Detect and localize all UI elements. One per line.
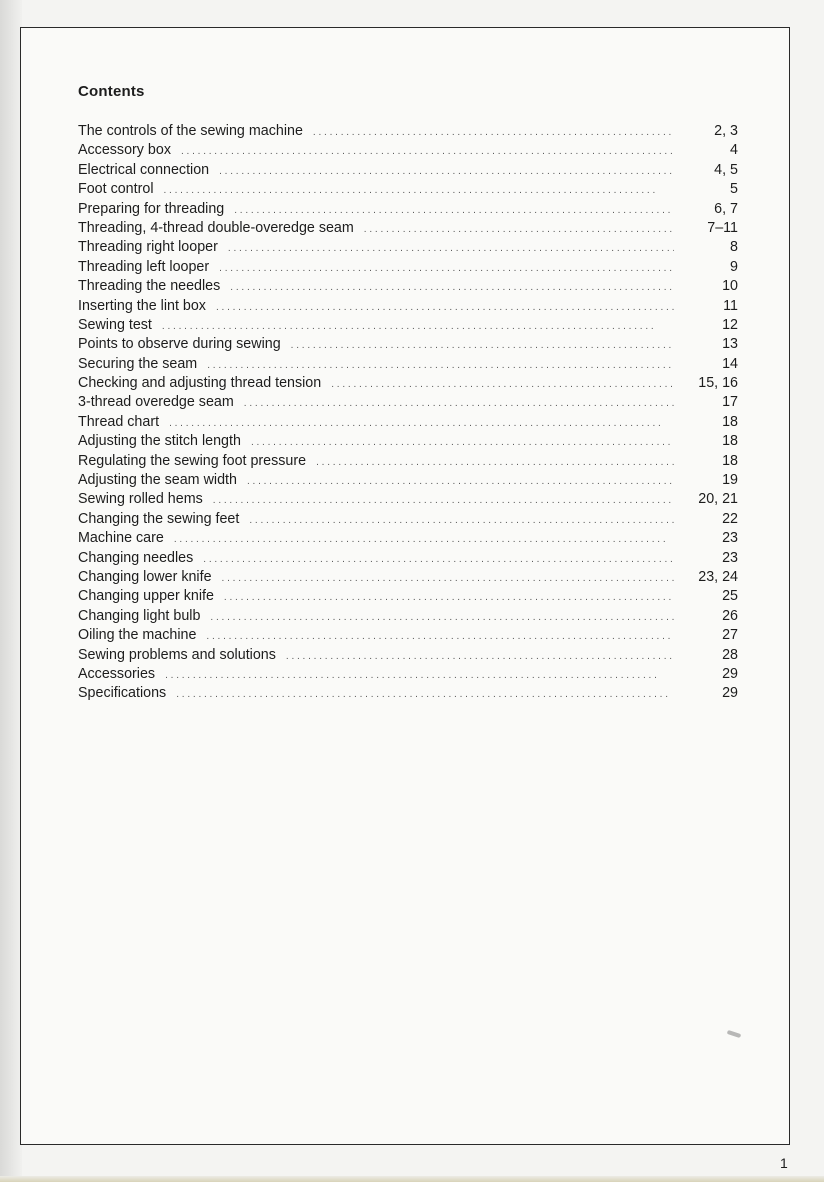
toc-entry [78,297,738,316]
toc-entry [78,355,738,374]
toc-entry-title: Sewing rolled hems [78,491,203,508]
toc-entry-title: Preparing for threading [78,200,225,217]
toc-dot-leader [251,433,674,452]
toc-entry-title: Threading, 4-thread double-overedge seam [78,219,354,236]
toc-dot-leader [316,453,674,472]
toc-entry-title: Threading left looper [78,258,210,275]
toc-entry-page: 28 [722,646,738,663]
page-edge-shadow [0,1176,824,1182]
toc-entry-title: Inserting the lint box [78,297,206,314]
toc-entry-title: 3-thread overedge seam [78,394,234,411]
toc-entry [78,374,738,393]
page-title: Contents [78,83,145,100]
toc-entry-page: 10 [722,278,738,295]
toc-dot-leader [169,414,674,433]
toc-dot-leader [247,472,674,491]
toc-entry-title: Points to observe during sewing [78,336,281,353]
page-number: 1 [780,1155,788,1171]
toc-entry-page: 12 [722,316,738,333]
toc-entry-page: 29 [722,665,738,682]
toc-dot-leader [222,569,674,588]
toc-entry-page: 4, 5 [714,161,738,178]
toc-entry-page: 15, 16 [698,375,738,392]
toc-dot-leader [244,394,674,413]
toc-entry [78,607,738,626]
toc-entry-title: Changing the sewing feet [78,510,240,527]
toc-entry [78,490,738,509]
toc-entry-title: Adjusting the seam width [78,472,237,489]
toc-entry-title: Threading the needles [78,278,221,295]
toc-entry [78,122,738,141]
toc-entry [78,432,738,451]
toc-dot-leader [230,278,674,297]
toc-entry [78,335,738,354]
toc-entry-page: 25 [722,588,738,605]
toc-entry [78,587,738,606]
toc-entry-title: Threading right looper [78,239,218,256]
toc-entry [78,238,738,257]
toc-entry [78,161,738,180]
toc-entry-title: Changing upper knife [78,588,214,605]
toc-entry-page: 5 [730,181,738,198]
toc-dot-leader [249,511,674,530]
toc-entry-title: Regulating the sewing foot pressure [78,452,307,469]
toc-entry-page: 6, 7 [714,200,738,217]
toc-dot-leader [176,685,674,704]
toc-entry [78,277,738,296]
page-binding-shadow [0,0,22,1182]
toc-dot-leader [228,239,674,258]
toc-entry [78,626,738,645]
table-of-contents [78,122,738,704]
toc-entry-page: 23, 24 [698,568,738,585]
toc-entry-title: Securing the seam [78,355,198,372]
toc-entry [78,549,738,568]
toc-entry-page: 17 [722,394,738,411]
toc-entry-page: 29 [722,685,738,702]
toc-entry-title: Foot control [78,181,154,198]
toc-dot-leader [165,666,674,685]
toc-entry [78,568,738,587]
toc-entry-page: 18 [722,413,738,430]
toc-entry-title: Adjusting the stitch length [78,433,241,450]
toc-entry-page: 20, 21 [698,491,738,508]
toc-entry [78,200,738,219]
toc-entry [78,684,738,703]
toc-entry-page: 27 [722,627,738,644]
toc-dot-leader [174,530,674,549]
toc-entry [78,258,738,277]
toc-entry-page: 7–11 [707,219,738,236]
toc-entry-page: 22 [722,510,738,527]
toc-dot-leader [331,375,674,394]
toc-entry-page: 9 [730,258,738,275]
toc-entry-title: The controls of the sewing machine [78,123,303,139]
toc-entry [78,141,738,160]
toc-entry [78,393,738,412]
toc-entry-title: Sewing problems and solutions [78,646,276,663]
toc-entry-page: 18 [722,452,738,469]
toc-entry-page: 19 [722,472,738,489]
toc-dot-leader [364,220,674,239]
toc-entry [78,180,738,199]
toc-entry-title: Changing needles [78,549,194,566]
toc-dot-leader [213,491,674,510]
toc-dot-leader [286,647,674,666]
toc-entry-title: Oiling the machine [78,627,197,644]
toc-entry-page: 4 [730,142,738,159]
toc-entry [78,665,738,684]
toc-entry-title: Sewing test [78,316,152,333]
toc-entry [78,646,738,665]
toc-dot-leader [164,181,675,200]
toc-entry [78,510,738,529]
toc-dot-leader [203,550,674,569]
toc-dot-leader [162,317,674,336]
toc-entry-page: 14 [722,355,738,372]
toc-entry [78,219,738,238]
toc-entry [78,529,738,548]
toc-dot-leader [216,298,674,317]
toc-entry-title: Thread chart [78,413,160,430]
toc-dot-leader [210,608,674,627]
toc-dot-leader [224,588,674,607]
toc-entry-page: 13 [722,336,738,353]
toc-entry-title: Changing lower knife [78,568,212,585]
toc-dot-leader [219,259,674,278]
toc-entry-page: 23 [722,530,738,547]
toc-entry [78,471,738,490]
toc-entry-title: Accessory box [78,142,171,159]
toc-entry-title: Checking and adjusting thread tension [78,375,322,392]
toc-dot-leader [219,162,674,181]
toc-entry [78,452,738,471]
toc-dot-leader [206,627,674,646]
toc-entry [78,316,738,335]
toc-entry-page: 26 [722,607,738,624]
toc-entry-title: Accessories [78,665,156,682]
toc-entry-page: 23 [722,549,738,566]
toc-dot-leader [291,336,674,355]
toc-entry-title: Machine care [78,530,164,547]
toc-entry-page: 8 [730,239,738,256]
toc-entry [78,413,738,432]
toc-entry-title: Changing light bulb [78,607,201,624]
toc-entry-page: 11 [723,297,738,314]
toc-entry-title: Specifications [78,685,167,702]
toc-dot-leader [313,123,674,142]
toc-dot-leader [181,142,674,161]
toc-entry-title: Electrical connection [78,161,210,178]
toc-dot-leader [207,356,674,375]
toc-dot-leader [234,201,674,220]
toc-entry-page: 2, 3 [714,123,738,139]
toc-entry-page: 18 [722,433,738,450]
